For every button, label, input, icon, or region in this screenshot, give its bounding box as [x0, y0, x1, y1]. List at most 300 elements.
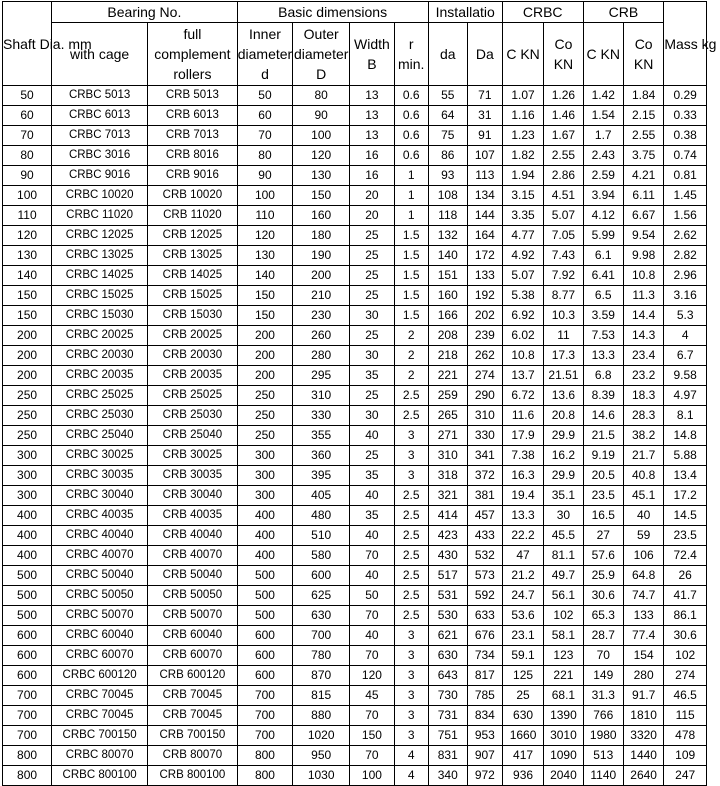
- cell-shaft: 600: [3, 666, 52, 686]
- cell-crb-c: 2.43: [583, 146, 623, 166]
- cell-shaft: 800: [3, 746, 52, 766]
- cell-crbc-c: 936: [502, 766, 543, 786]
- cell-Da: 734: [467, 646, 502, 666]
- cell-crbc-co: 1390: [544, 706, 583, 726]
- cell-with-cage: CRBC 30040: [52, 486, 148, 506]
- cell-crbc-c: 11.6: [502, 406, 543, 426]
- cell-da: 218: [428, 346, 467, 366]
- cell-full-complement: CRB 40040: [148, 526, 237, 546]
- cell-width-b: 70: [350, 746, 395, 766]
- cell-r-min: 4: [394, 746, 428, 766]
- cell-crb-c: 7.53: [583, 326, 623, 346]
- cell-da: 160: [428, 286, 467, 306]
- cell-crb-c: 20.5: [583, 466, 623, 486]
- cell-with-cage: CRBC 25040: [52, 426, 148, 446]
- cell-r-min: 0.6: [394, 146, 428, 166]
- cell-with-cage: CRBC 30025: [52, 446, 148, 466]
- cell-width-b: 20: [350, 206, 395, 226]
- cell-with-cage: CRBC 60070: [52, 646, 148, 666]
- cell-full-complement: CRB 15030: [148, 306, 237, 326]
- cell-shaft: 80: [3, 146, 52, 166]
- cell-crbc-c: 630: [502, 706, 543, 726]
- cell-Da: 972: [467, 766, 502, 786]
- cell-inner-d: 110: [237, 206, 293, 226]
- cell-crb-co: 38.2: [623, 426, 663, 446]
- cell-width-b: 25: [350, 226, 395, 246]
- cell-with-cage: CRBC 25030: [52, 406, 148, 426]
- cell-r-min: 0.6: [394, 106, 428, 126]
- cell-crb-c: 30.6: [583, 586, 623, 606]
- table-row: [3, 186, 707, 206]
- cell-inner-d: 100: [237, 186, 293, 206]
- cell-inner-d: 300: [237, 486, 293, 506]
- cell-full-complement: CRB 60070: [148, 646, 237, 666]
- cell-width-b: 50: [350, 586, 395, 606]
- cell-outer-d: 310: [293, 386, 350, 406]
- table-row: [3, 226, 707, 246]
- cell-width-b: 35: [350, 466, 395, 486]
- cell-crbc-c: 3.15: [502, 186, 543, 206]
- header-crb-co: Co KN: [623, 23, 663, 86]
- cell-crbc-co: 3010: [544, 726, 583, 746]
- cell-with-cage: CRBC 40035: [52, 506, 148, 526]
- cell-da: 166: [428, 306, 467, 326]
- cell-with-cage: CRBC 70045: [52, 706, 148, 726]
- cell-with-cage: CRBC 12025: [52, 226, 148, 246]
- cell-crb-co: 21.7: [623, 446, 663, 466]
- cell-outer-d: 1020: [293, 726, 350, 746]
- cell-full-complement: CRB 14025: [148, 266, 237, 286]
- cell-crbc-c: 16.3: [502, 466, 543, 486]
- cell-crbc-co: 8.77: [544, 286, 583, 306]
- cell-full-complement: CRB 20035: [148, 366, 237, 386]
- table-row: [3, 126, 707, 146]
- cell-crbc-co: 68.1: [544, 686, 583, 706]
- cell-full-complement: CRB 70045: [148, 706, 237, 726]
- cell-crb-co: 18.3: [623, 386, 663, 406]
- cell-crbc-co: 11: [544, 326, 583, 346]
- cell-da: 118: [428, 206, 467, 226]
- cell-inner-d: 130: [237, 246, 293, 266]
- cell-width-b: 70: [350, 646, 395, 666]
- cell-full-complement: CRB 15025: [148, 286, 237, 306]
- cell-crb-c: 28.7: [583, 626, 623, 646]
- cell-r-min: 1: [394, 166, 428, 186]
- cell-mass: 86.1: [664, 606, 707, 626]
- cell-mass: 8.1: [664, 406, 707, 426]
- cell-inner-d: 600: [237, 626, 293, 646]
- cell-crb-c: 4.12: [583, 206, 623, 226]
- header-with-cage: with cage: [52, 23, 148, 86]
- cell-crbc-c: 5.07: [502, 266, 543, 286]
- cell-with-cage: CRBC 20035: [52, 366, 148, 386]
- cell-outer-d: 630: [293, 606, 350, 626]
- cell-outer-d: 1030: [293, 766, 350, 786]
- cell-mass: 478: [664, 726, 707, 746]
- cell-crb-c: 27: [583, 526, 623, 546]
- cell-full-complement: CRB 9016: [148, 166, 237, 186]
- cell-Da: 573: [467, 566, 502, 586]
- cell-crb-co: 4.21: [623, 166, 663, 186]
- cell-mass: 4.97: [664, 386, 707, 406]
- cell-da: 517: [428, 566, 467, 586]
- cell-crbc-co: 1.26: [544, 86, 583, 106]
- cell-crbc-c: 3.35: [502, 206, 543, 226]
- cell-crbc-c: 125: [502, 666, 543, 686]
- cell-mass: 102: [664, 646, 707, 666]
- cell-outer-d: 190: [293, 246, 350, 266]
- cell-full-complement: CRB 11020: [148, 206, 237, 226]
- cell-width-b: 16: [350, 166, 395, 186]
- cell-da: 75: [428, 126, 467, 146]
- cell-crbc-c: 13.3: [502, 506, 543, 526]
- header-crb: CRB: [583, 2, 664, 23]
- cell-width-b: 120: [350, 666, 395, 686]
- cell-outer-d: 580: [293, 546, 350, 566]
- cell-crb-co: 14.4: [623, 306, 663, 326]
- cell-crbc-co: 5.07: [544, 206, 583, 226]
- cell-da: 108: [428, 186, 467, 206]
- cell-crb-c: 6.8: [583, 366, 623, 386]
- cell-width-b: 13: [350, 126, 395, 146]
- header-basic-dimensions: Basic dimensions: [237, 2, 428, 23]
- cell-crb-c: 3.94: [583, 186, 623, 206]
- cell-Da: 133: [467, 266, 502, 286]
- cell-width-b: 25: [350, 386, 395, 406]
- cell-Da: 91: [467, 126, 502, 146]
- table-row: [3, 346, 707, 366]
- cell-full-complement: CRB 50070: [148, 606, 237, 626]
- cell-mass: 14.8: [664, 426, 707, 446]
- cell-inner-d: 700: [237, 706, 293, 726]
- cell-r-min: 1.5: [394, 246, 428, 266]
- cell-shaft: 200: [3, 366, 52, 386]
- cell-crb-c: 149: [583, 666, 623, 686]
- cell-with-cage: CRBC 20025: [52, 326, 148, 346]
- cell-crbc-co: 1090: [544, 746, 583, 766]
- cell-with-cage: CRBC 3016: [52, 146, 148, 166]
- cell-inner-d: 300: [237, 466, 293, 486]
- cell-crb-c: 13.3: [583, 346, 623, 366]
- table-row: [3, 466, 707, 486]
- cell-r-min: 3: [394, 726, 428, 746]
- cell-outer-d: 395: [293, 466, 350, 486]
- cell-outer-d: 870: [293, 666, 350, 686]
- cell-width-b: 30: [350, 346, 395, 366]
- cell-with-cage: CRBC 600120: [52, 666, 148, 686]
- cell-with-cage: CRBC 14025: [52, 266, 148, 286]
- cell-outer-d: 230: [293, 306, 350, 326]
- cell-da: 530: [428, 606, 467, 626]
- cell-mass: 3.16: [664, 286, 707, 306]
- cell-crb-co: 9.98: [623, 246, 663, 266]
- cell-da: 414: [428, 506, 467, 526]
- cell-crbc-co: 29.9: [544, 466, 583, 486]
- cell-crbc-co: 10.3: [544, 306, 583, 326]
- cell-crb-c: 16.5: [583, 506, 623, 526]
- table-row: [3, 86, 707, 106]
- header-shaft-dia: Shaft Dia. mm: [3, 2, 52, 86]
- cell-crb-co: 40: [623, 506, 663, 526]
- cell-crbc-c: 59.1: [502, 646, 543, 666]
- cell-crbc-co: 13.6: [544, 386, 583, 406]
- cell-mass: 1.56: [664, 206, 707, 226]
- cell-crb-co: 133: [623, 606, 663, 626]
- cell-with-cage: CRBC 9016: [52, 166, 148, 186]
- cell-inner-d: 700: [237, 726, 293, 746]
- cell-shaft: 400: [3, 546, 52, 566]
- cell-crbc-c: 417: [502, 746, 543, 766]
- table-row: [3, 206, 707, 226]
- cell-shaft: 70: [3, 126, 52, 146]
- cell-crb-co: 6.67: [623, 206, 663, 226]
- cell-inner-d: 400: [237, 526, 293, 546]
- cell-crb-c: 1.7: [583, 126, 623, 146]
- table-row: [3, 746, 707, 766]
- cell-crbc-c: 6.92: [502, 306, 543, 326]
- cell-r-min: 4: [394, 766, 428, 786]
- cell-da: 423: [428, 526, 467, 546]
- cell-inner-d: 150: [237, 306, 293, 326]
- cell-crbc-c: 19.4: [502, 486, 543, 506]
- cell-crb-co: 14.3: [623, 326, 663, 346]
- cell-width-b: 35: [350, 506, 395, 526]
- cell-width-b: 40: [350, 626, 395, 646]
- cell-width-b: 150: [350, 726, 395, 746]
- cell-da: 643: [428, 666, 467, 686]
- cell-da: 132: [428, 226, 467, 246]
- cell-Da: 274: [467, 366, 502, 386]
- cell-da: 531: [428, 586, 467, 606]
- cell-full-complement: CRB 50050: [148, 586, 237, 606]
- cell-Da: 341: [467, 446, 502, 466]
- cell-inner-d: 50: [237, 86, 293, 106]
- cell-width-b: 40: [350, 566, 395, 586]
- cell-crb-c: 14.6: [583, 406, 623, 426]
- header-Da: Da: [467, 23, 502, 86]
- cell-crbc-co: 35.1: [544, 486, 583, 506]
- cell-crbc-co: 2.55: [544, 146, 583, 166]
- cell-da: 271: [428, 426, 467, 446]
- cell-r-min: 3: [394, 426, 428, 446]
- header-crbc: CRBC: [502, 2, 583, 23]
- cell-r-min: 2.5: [394, 546, 428, 566]
- cell-width-b: 13: [350, 86, 395, 106]
- cell-mass: 6.7: [664, 346, 707, 366]
- cell-crbc-c: 1.23: [502, 126, 543, 146]
- cell-mass: 2.82: [664, 246, 707, 266]
- cell-mass: 9.58: [664, 366, 707, 386]
- cell-crb-c: 25.9: [583, 566, 623, 586]
- cell-Da: 202: [467, 306, 502, 326]
- cell-shaft: 300: [3, 486, 52, 506]
- table-row: [3, 246, 707, 266]
- cell-da: 730: [428, 686, 467, 706]
- table-row: [3, 426, 707, 446]
- cell-shaft: 700: [3, 686, 52, 706]
- cell-crbc-c: 4.92: [502, 246, 543, 266]
- cell-mass: 41.7: [664, 586, 707, 606]
- cell-crb-c: 2.59: [583, 166, 623, 186]
- cell-outer-d: 360: [293, 446, 350, 466]
- cell-crb-c: 3.59: [583, 306, 623, 326]
- cell-mass: 14.5: [664, 506, 707, 526]
- cell-outer-d: 625: [293, 586, 350, 606]
- cell-with-cage: CRBC 5013: [52, 86, 148, 106]
- cell-r-min: 3: [394, 446, 428, 466]
- cell-crb-co: 45.1: [623, 486, 663, 506]
- cell-outer-d: 200: [293, 266, 350, 286]
- cell-with-cage: CRBC 70045: [52, 686, 148, 706]
- cell-with-cage: CRBC 11020: [52, 206, 148, 226]
- table-row: [3, 686, 707, 706]
- cell-outer-d: 330: [293, 406, 350, 426]
- cell-width-b: 16: [350, 146, 395, 166]
- cell-crb-co: 1440: [623, 746, 663, 766]
- cell-crb-co: 59: [623, 526, 663, 546]
- table-row: [3, 586, 707, 606]
- table-row: [3, 286, 707, 306]
- cell-outer-d: 815: [293, 686, 350, 706]
- cell-da: 140: [428, 246, 467, 266]
- cell-Da: 907: [467, 746, 502, 766]
- cell-r-min: 3: [394, 666, 428, 686]
- cell-crbc-co: 7.43: [544, 246, 583, 266]
- cell-inner-d: 200: [237, 326, 293, 346]
- header-bearing-no: Bearing No.: [52, 2, 238, 23]
- cell-shaft: 400: [3, 526, 52, 546]
- cell-outer-d: 295: [293, 366, 350, 386]
- cell-mass: 4: [664, 326, 707, 346]
- cell-outer-d: 700: [293, 626, 350, 646]
- cell-Da: 164: [467, 226, 502, 246]
- cell-inner-d: 70: [237, 126, 293, 146]
- cell-mass: 274: [664, 666, 707, 686]
- table-row: [3, 326, 707, 346]
- cell-shaft: 800: [3, 766, 52, 786]
- table-body: [3, 86, 707, 786]
- cell-crb-c: 6.41: [583, 266, 623, 286]
- cell-width-b: 70: [350, 606, 395, 626]
- cell-r-min: 3: [394, 706, 428, 726]
- cell-crbc-co: 20.8: [544, 406, 583, 426]
- cell-crbc-co: 7.05: [544, 226, 583, 246]
- cell-da: 621: [428, 626, 467, 646]
- cell-Da: 310: [467, 406, 502, 426]
- cell-mass: 72.4: [664, 546, 707, 566]
- cell-outer-d: 600: [293, 566, 350, 586]
- cell-da: 831: [428, 746, 467, 766]
- cell-da: 86: [428, 146, 467, 166]
- cell-Da: 239: [467, 326, 502, 346]
- cell-outer-d: 950: [293, 746, 350, 766]
- cell-da: 630: [428, 646, 467, 666]
- header-mass: Mass kg: [664, 2, 707, 86]
- cell-width-b: 100: [350, 766, 395, 786]
- cell-crbc-c: 1.94: [502, 166, 543, 186]
- cell-with-cage: CRBC 800100: [52, 766, 148, 786]
- cell-shaft: 300: [3, 446, 52, 466]
- cell-Da: 532: [467, 546, 502, 566]
- cell-with-cage: CRBC 50050: [52, 586, 148, 606]
- cell-inner-d: 800: [237, 746, 293, 766]
- cell-crb-co: 40.8: [623, 466, 663, 486]
- header-r-min: r min.: [394, 23, 428, 86]
- header-crb-c: C KN: [583, 23, 623, 86]
- cell-shaft: 50: [3, 86, 52, 106]
- cell-r-min: 0.6: [394, 86, 428, 106]
- cell-shaft: 200: [3, 326, 52, 346]
- cell-outer-d: 480: [293, 506, 350, 526]
- cell-shaft: 150: [3, 286, 52, 306]
- cell-shaft: 500: [3, 586, 52, 606]
- cell-shaft: 150: [3, 306, 52, 326]
- cell-crb-co: 10.8: [623, 266, 663, 286]
- cell-inner-d: 90: [237, 166, 293, 186]
- cell-shaft: 100: [3, 186, 52, 206]
- cell-with-cage: CRBC 50040: [52, 566, 148, 586]
- cell-crbc-c: 4.77: [502, 226, 543, 246]
- cell-crbc-c: 23.1: [502, 626, 543, 646]
- cell-da: 430: [428, 546, 467, 566]
- cell-da: 151: [428, 266, 467, 286]
- cell-mass: 0.81: [664, 166, 707, 186]
- cell-r-min: 2: [394, 366, 428, 386]
- table-row: [3, 366, 707, 386]
- cell-crb-c: 513: [583, 746, 623, 766]
- cell-da: 221: [428, 366, 467, 386]
- cell-r-min: 1.5: [394, 226, 428, 246]
- table-row: [3, 446, 707, 466]
- cell-outer-d: 405: [293, 486, 350, 506]
- cell-width-b: 30: [350, 306, 395, 326]
- cell-crb-co: 2.55: [623, 126, 663, 146]
- cell-inner-d: 250: [237, 386, 293, 406]
- cell-full-complement: CRB 600120: [148, 666, 237, 686]
- cell-da: 310: [428, 446, 467, 466]
- cell-crbc-co: 81.1: [544, 546, 583, 566]
- cell-full-complement: CRB 700150: [148, 726, 237, 746]
- cell-outer-d: 780: [293, 646, 350, 666]
- cell-inner-d: 200: [237, 366, 293, 386]
- header-da: da: [428, 23, 467, 86]
- table-row: [3, 266, 707, 286]
- cell-r-min: 3: [394, 686, 428, 706]
- cell-with-cage: CRBC 25025: [52, 386, 148, 406]
- cell-crb-co: 3.75: [623, 146, 663, 166]
- cell-crb-co: 3320: [623, 726, 663, 746]
- cell-mass: 5.88: [664, 446, 707, 466]
- cell-width-b: 30: [350, 406, 395, 426]
- cell-shaft: 120: [3, 226, 52, 246]
- table-row: [3, 526, 707, 546]
- cell-crbc-co: 4.51: [544, 186, 583, 206]
- cell-mass: 109: [664, 746, 707, 766]
- cell-inner-d: 250: [237, 426, 293, 446]
- cell-da: 93: [428, 166, 467, 186]
- cell-crb-c: 6.5: [583, 286, 623, 306]
- table-row: [3, 406, 707, 426]
- table-row: [3, 106, 707, 126]
- cell-crb-c: 8.39: [583, 386, 623, 406]
- cell-crbc-c: 13.7: [502, 366, 543, 386]
- cell-crbc-co: 221: [544, 666, 583, 686]
- header-full-complement: full complement rollers: [148, 23, 237, 86]
- cell-full-complement: CRB 25040: [148, 426, 237, 446]
- cell-with-cage: CRBC 80070: [52, 746, 148, 766]
- cell-crb-c: 57.6: [583, 546, 623, 566]
- cell-crbc-co: 21.51: [544, 366, 583, 386]
